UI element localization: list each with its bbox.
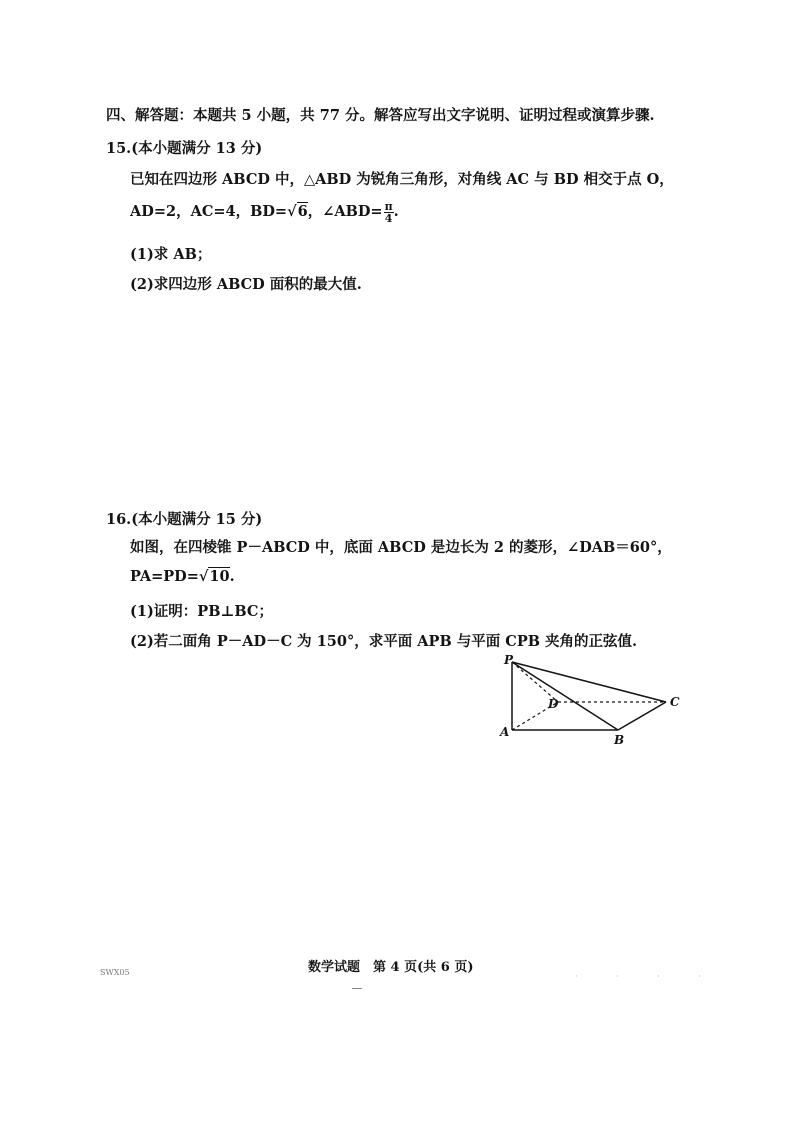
label-C: C xyxy=(670,695,680,709)
q16-line2 xyxy=(130,568,235,585)
label-P: P xyxy=(504,653,514,667)
q16-title: 16.(本小题满分 15 分) xyxy=(106,511,263,528)
q15-part1: (1)求 AB； xyxy=(130,246,212,263)
label-D: D xyxy=(548,697,559,711)
q15-fraction xyxy=(384,201,394,224)
q16-line2-end: . xyxy=(229,568,235,585)
q15-sqrt-arg: 6 xyxy=(297,203,308,220)
q15-frac-num: π xyxy=(384,199,393,213)
label-B: B xyxy=(614,733,625,747)
q16-part1: (1)证明：PB⊥BC； xyxy=(130,603,273,620)
q15-line1: 已知在四边形 ABCD 中，△ABD 为锐角三角形，对角线 AC 与 BD 相交于点 O， xyxy=(130,171,674,188)
q15-line2-end: . xyxy=(393,203,399,220)
q15-line2 xyxy=(130,200,399,224)
scan-noise: · · · · xyxy=(575,972,719,981)
edge-BC xyxy=(618,702,666,730)
q15-part2: (2)求四边形 ABCD 面积的最大值. xyxy=(130,276,362,293)
q16-part2: (2)若二面角 P－AD－C 为 150°，求平面 APB 与平面 CPB 夹角的正弦值. xyxy=(130,633,638,650)
q15-line2-mid: ，∠ABD= xyxy=(307,203,383,220)
q16-line1: 如图，在四棱锥 P－ABCD 中，底面 ABCD 是边长为 2 的菱形，∠DAB＝60°， xyxy=(130,539,672,556)
section-header: 四、解答题：本题共 5 小题，共 77 分。解答应写出文字说明、证明过程或演算步骤. xyxy=(106,107,655,124)
page-footer: 数学试题 第 4 页(共 6 页) xyxy=(308,960,474,975)
q16-line2-prefix: PA=PD= xyxy=(130,568,199,585)
pyramid-figure xyxy=(496,650,692,750)
q16-sqrt-arg: 10 xyxy=(209,568,230,585)
q15-line2-prefix: AD=2，AC=4，BD= xyxy=(130,203,288,220)
sqrt-symbol: √ xyxy=(198,568,209,585)
footer-code: SWX05 xyxy=(100,968,130,977)
q15-frac-den: 4 xyxy=(384,211,393,225)
scan-smudge xyxy=(352,988,362,989)
sqrt-symbol: √ xyxy=(287,203,297,220)
label-A: A xyxy=(500,725,510,739)
q15-title: 15.(本小题满分 13 分) xyxy=(106,140,263,157)
